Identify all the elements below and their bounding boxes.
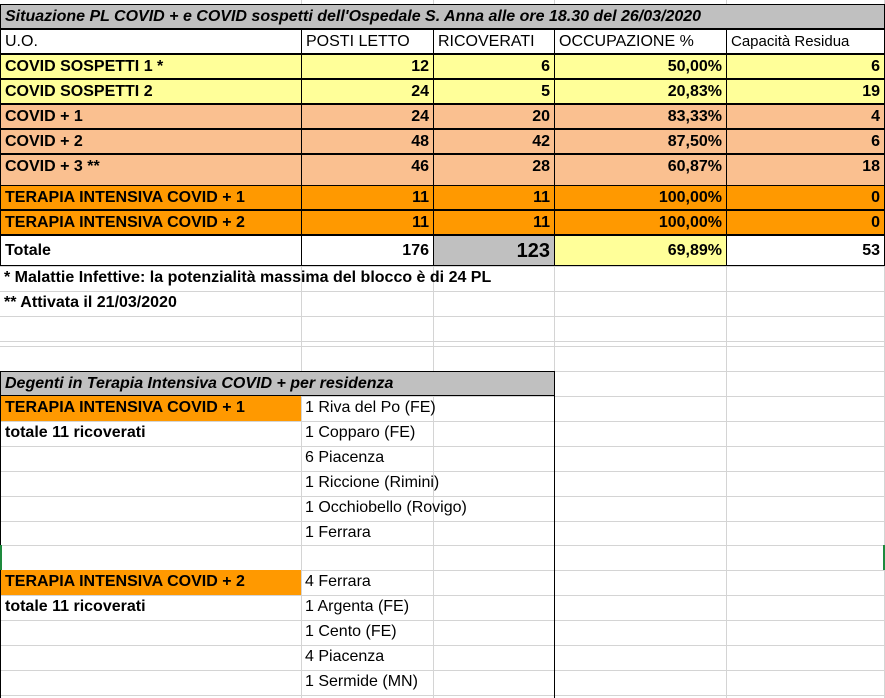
header-ricoverati: RICOVERATI [433, 29, 555, 54]
group-2-label: TERAPIA INTENSIVA COVID + 2 [1, 570, 301, 595]
total-value: 69,89% [554, 235, 727, 266]
row-value: 100,00% [554, 210, 727, 235]
row-value: 12 [301, 54, 434, 79]
row-label: COVID + 3 ** [0, 154, 302, 186]
row-value: 6 [433, 54, 555, 79]
header-posti-letto: POSTI LETTO [301, 29, 434, 54]
group-1-total: totale 11 ricoverati [5, 424, 146, 441]
row-value: 48 [301, 129, 434, 154]
total-value: 176 [301, 235, 434, 266]
row-label: TERAPIA INTENSIVA COVID + 2 [0, 210, 302, 235]
row-label: COVID + 1 [0, 104, 302, 129]
residence-item: 1 Copparo (FE) [305, 424, 416, 441]
row-label: TERAPIA INTENSIVA COVID + 1 [0, 185, 302, 210]
row-label: COVID SOSPETTI 2 [0, 79, 302, 104]
total-value: 123 [433, 235, 555, 266]
row-value: 42 [433, 129, 555, 154]
residence-item: 1 Argenta (FE) [305, 598, 410, 615]
row-value: 11 [301, 210, 434, 235]
row-value: 6 [726, 54, 885, 79]
group-1-label: TERAPIA INTENSIVA COVID + 1 [1, 396, 301, 421]
row-label: COVID SOSPETTI 1 * [0, 54, 302, 79]
residence-item: 1 Riccione (Rimini) [305, 474, 440, 491]
row-value: 11 [301, 185, 434, 210]
residence-title: Degenti in Terapia Intensiva COVID + per residenza [0, 371, 555, 396]
row-value: 24 [301, 104, 434, 129]
total-label: Totale [0, 235, 302, 266]
row-value: 24 [301, 79, 434, 104]
row-value: 5 [433, 79, 555, 104]
row-value: 83,33% [554, 104, 727, 129]
header-occupazione: OCCUPAZIONE % [554, 29, 727, 54]
row-value: 11 [433, 210, 555, 235]
row-value: 0 [726, 210, 885, 235]
header-capacita: Capacità Residua [726, 29, 885, 54]
header-uo: U.O. [0, 29, 302, 54]
residence-item: 1 Occhiobello (Rovigo) [305, 499, 467, 516]
row-value: 50,00% [554, 54, 727, 79]
group-2-total: totale 11 ricoverati [5, 598, 146, 615]
total-value: 53 [726, 235, 885, 266]
residence-item: 1 Riva del Po (FE) [305, 399, 436, 416]
row-value: 4 [726, 104, 885, 129]
residence-item: 6 Piacenza [305, 449, 385, 466]
row-label: COVID + 2 [0, 129, 302, 154]
residence-item: 1 Sermide (MN) [305, 673, 418, 690]
row-value: 0 [726, 185, 885, 210]
row-value: 100,00% [554, 185, 727, 210]
row-value: 19 [726, 79, 885, 104]
residence-item: 1 Cento (FE) [305, 623, 397, 640]
note-2: ** Attivata il 21/03/2020 [4, 294, 177, 311]
row-value: 6 [726, 129, 885, 154]
row-value: 87,50% [554, 129, 727, 154]
row-value: 11 [433, 185, 555, 210]
residence-item: 4 Piacenza [305, 648, 385, 665]
residence-item: 4 Ferrara [305, 573, 371, 590]
sheet-title: Situazione PL COVID + e COVID sospetti dell'Ospedale S. Anna alle ore 18.30 del 26/03/2020 [0, 4, 885, 29]
row-value: 46 [301, 154, 434, 186]
row-value: 60,87% [554, 154, 727, 186]
row-value: 20 [433, 104, 555, 129]
row-value: 20,83% [554, 79, 727, 104]
row-value: 18 [726, 154, 885, 186]
residence-item: 1 Ferrara [305, 524, 371, 541]
note-1: * Malattie Infettive: la potenzialità massima del blocco è di 24 PL [4, 269, 492, 286]
row-value: 28 [433, 154, 555, 186]
